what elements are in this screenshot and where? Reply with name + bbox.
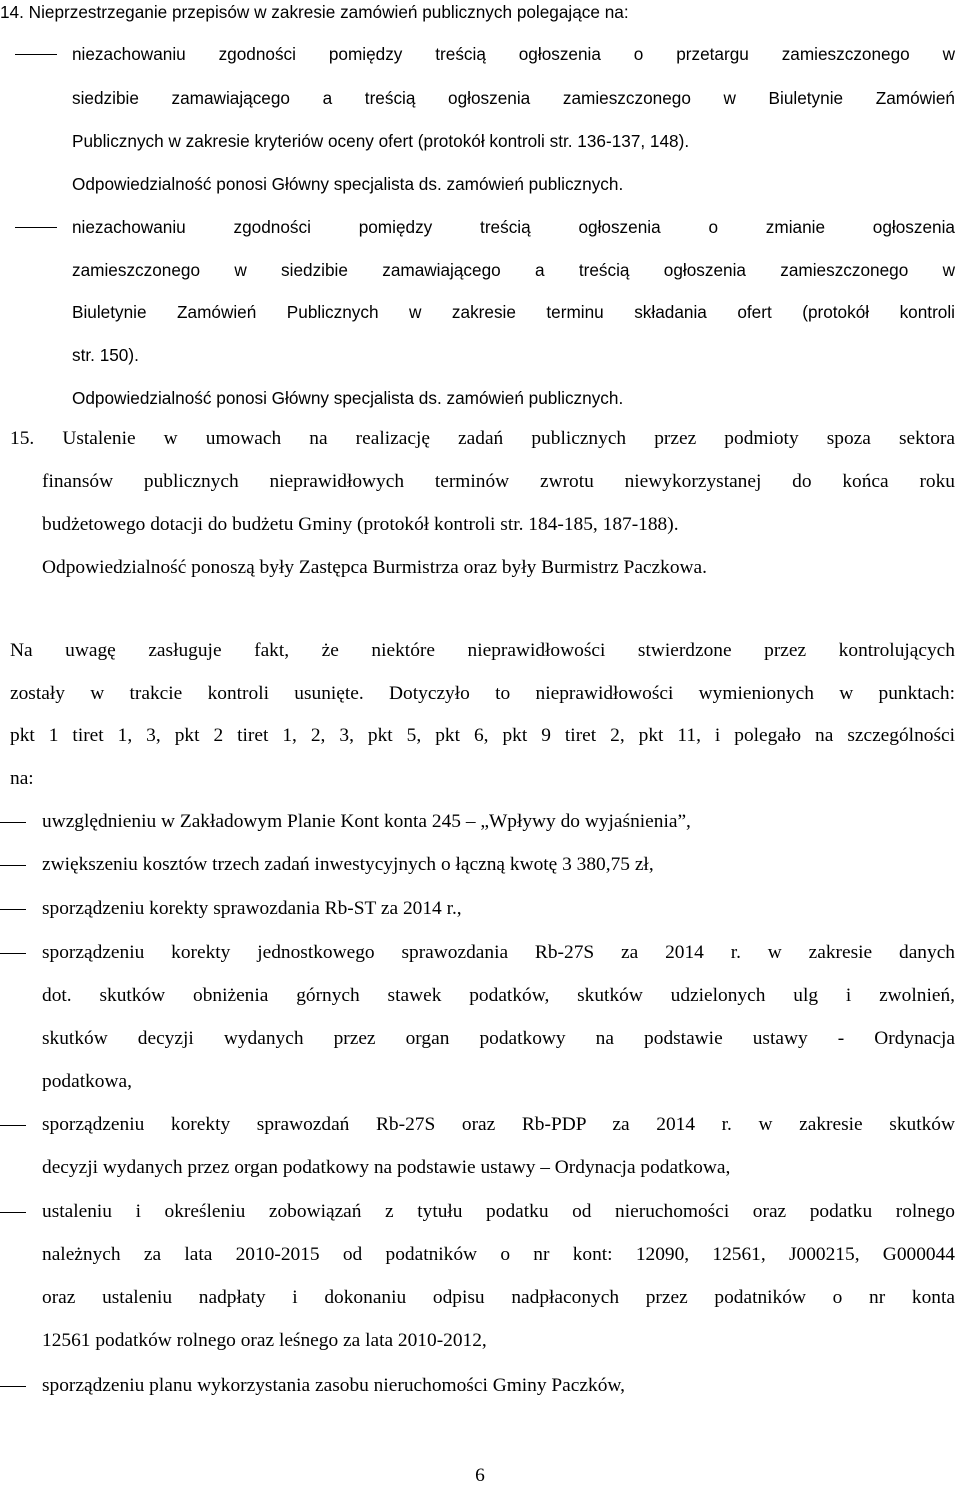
item-14-bullet-1-line: siedzibie zamawiającego a treścią ogłoszenia zamieszczonego w Biuletynie Zamówień (72, 88, 955, 108)
item-14-bullet-2-line: niezachowaniu zgodności pomiędzy treścią ogłoszenia o zmianie ogłoszenia (72, 217, 955, 237)
dash-bullet-icon (0, 909, 26, 910)
dash-bullet-icon (15, 227, 57, 228)
list-item-continuation: oraz ustaleniu nadpłaty i dokonaniu odpisu nadpłaconych przez podatników o nr konta (42, 1287, 955, 1308)
list-item: zwiększeniu kosztów trzech zadań inwestycyjnych o łączną kwotę 3 380,75 zł, (42, 854, 654, 875)
dash-bullet-icon (0, 822, 26, 823)
list-item-continuation: skutków decyzji wydanych przez organ podatkowy na podstawie ustawy - Ordynacja (42, 1028, 955, 1049)
dash-bullet-icon (0, 1212, 26, 1213)
dash-bullet-icon (0, 1386, 26, 1387)
list-item-continuation: należnych za lata 2010-2015 od podatników o nr kont: 12090, 12561, J000215, G000044 (42, 1244, 955, 1265)
item-15-line: finansów publicznych nieprawidłowych terminów zwrotu niewykorzystanej do końca roku (42, 471, 955, 492)
list-item: uwzględnieniu w Zakładowym Planie Kont konta 245 – „Wpływy do wyjaśnienia”, (42, 811, 691, 832)
list-item: sporządzeniu korekty jednostkowego sprawozdania Rb-27S za 2014 r. w zakresie danych (42, 942, 955, 963)
list-item: sporządzeniu planu wykorzystania zasobu nieruchomości Gminy Paczków, (42, 1375, 625, 1396)
item-15-responsibility: Odpowiedzialność ponoszą były Zastępca Burmistrza oraz były Burmistrz Paczkowa. (42, 557, 708, 578)
list-item-continuation: podatkowa, (42, 1071, 132, 1092)
summary-line: pkt 1 tiret 1, 3, pkt 2 tiret 1, 2, 3, pkt 5, pkt 6, pkt 9 tiret 2, pkt 11, i polegało na szczególności (10, 725, 955, 746)
list-item-continuation: 12561 podatków rolnego oraz leśnego za lata 2010-2012, (42, 1330, 487, 1351)
dash-bullet-icon (15, 54, 57, 55)
list-item: sporządzeniu korekty sprawozdania Rb-ST za 2014 r., (42, 898, 462, 919)
summary-line: zostały w trakcie kontroli usunięte. Dotyczyło to nieprawidłowości wymienionych w punktach: (10, 683, 955, 704)
list-item-continuation: decyzji wydanych przez organ podatkowy na podstawie ustawy – Ordynacja podatkowa, (42, 1157, 731, 1178)
item-14-bullet-1-responsibility: Odpowiedzialność ponosi Główny specjalista ds. zamówień publicznych. (72, 174, 624, 194)
list-item: ustaleniu i określeniu zobowiązań z tytułu podatku od nieruchomości oraz podatku rolnego (42, 1201, 955, 1222)
item-14-bullet-2-responsibility: Odpowiedzialność ponosi Główny specjalista ds. zamówień publicznych. (72, 388, 624, 408)
item-14-heading: 14. Nieprzestrzeganie przepisów w zakresie zamówień publicznych polegające na: (0, 2, 629, 22)
summary-line: Na uwagę zasługuje fakt, że niektóre nieprawidłowości stwierdzone przez kontrolujących (10, 640, 955, 661)
item-14-bullet-2-line: Biuletynie Zamówień Publicznych w zakresie terminu składania ofert (protokół kontroli (72, 302, 955, 322)
list-item: sporządzeniu korekty sprawozdań Rb-27S oraz Rb-PDP za 2014 r. w zakresie skutków (42, 1114, 955, 1135)
item-14-bullet-2-line: str. 150). (72, 345, 139, 365)
item-14-bullet-1-line: niezachowaniu zgodności pomiędzy treścią ogłoszenia o przetargu zamieszczonego w (72, 44, 955, 64)
item-15-line: budżetowego dotacji do budżetu Gminy (protokół kontroli str. 184-185, 187-188). (42, 514, 679, 535)
list-item-continuation: dot. skutków obniżenia górnych stawek podatków, skutków udzielonych ulg i zwolnień, (42, 985, 955, 1006)
item-14-bullet-2-line: zamieszczonego w siedzibie zamawiającego a treścią ogłoszenia zamieszczonego w (72, 260, 955, 280)
dash-bullet-icon (0, 953, 26, 954)
item-15-line: 15. Ustalenie w umowach na realizację zadań publicznych przez podmioty spoza sektora (10, 428, 955, 449)
dash-bullet-icon (0, 865, 26, 866)
page-number: 6 (475, 1465, 485, 1486)
item-14-bullet-1-line: Publicznych w zakresie kryteriów oceny ofert (protokół kontroli str. 136-137, 148). (72, 131, 690, 151)
dash-bullet-icon (0, 1125, 26, 1126)
summary-line: na: (10, 768, 34, 789)
